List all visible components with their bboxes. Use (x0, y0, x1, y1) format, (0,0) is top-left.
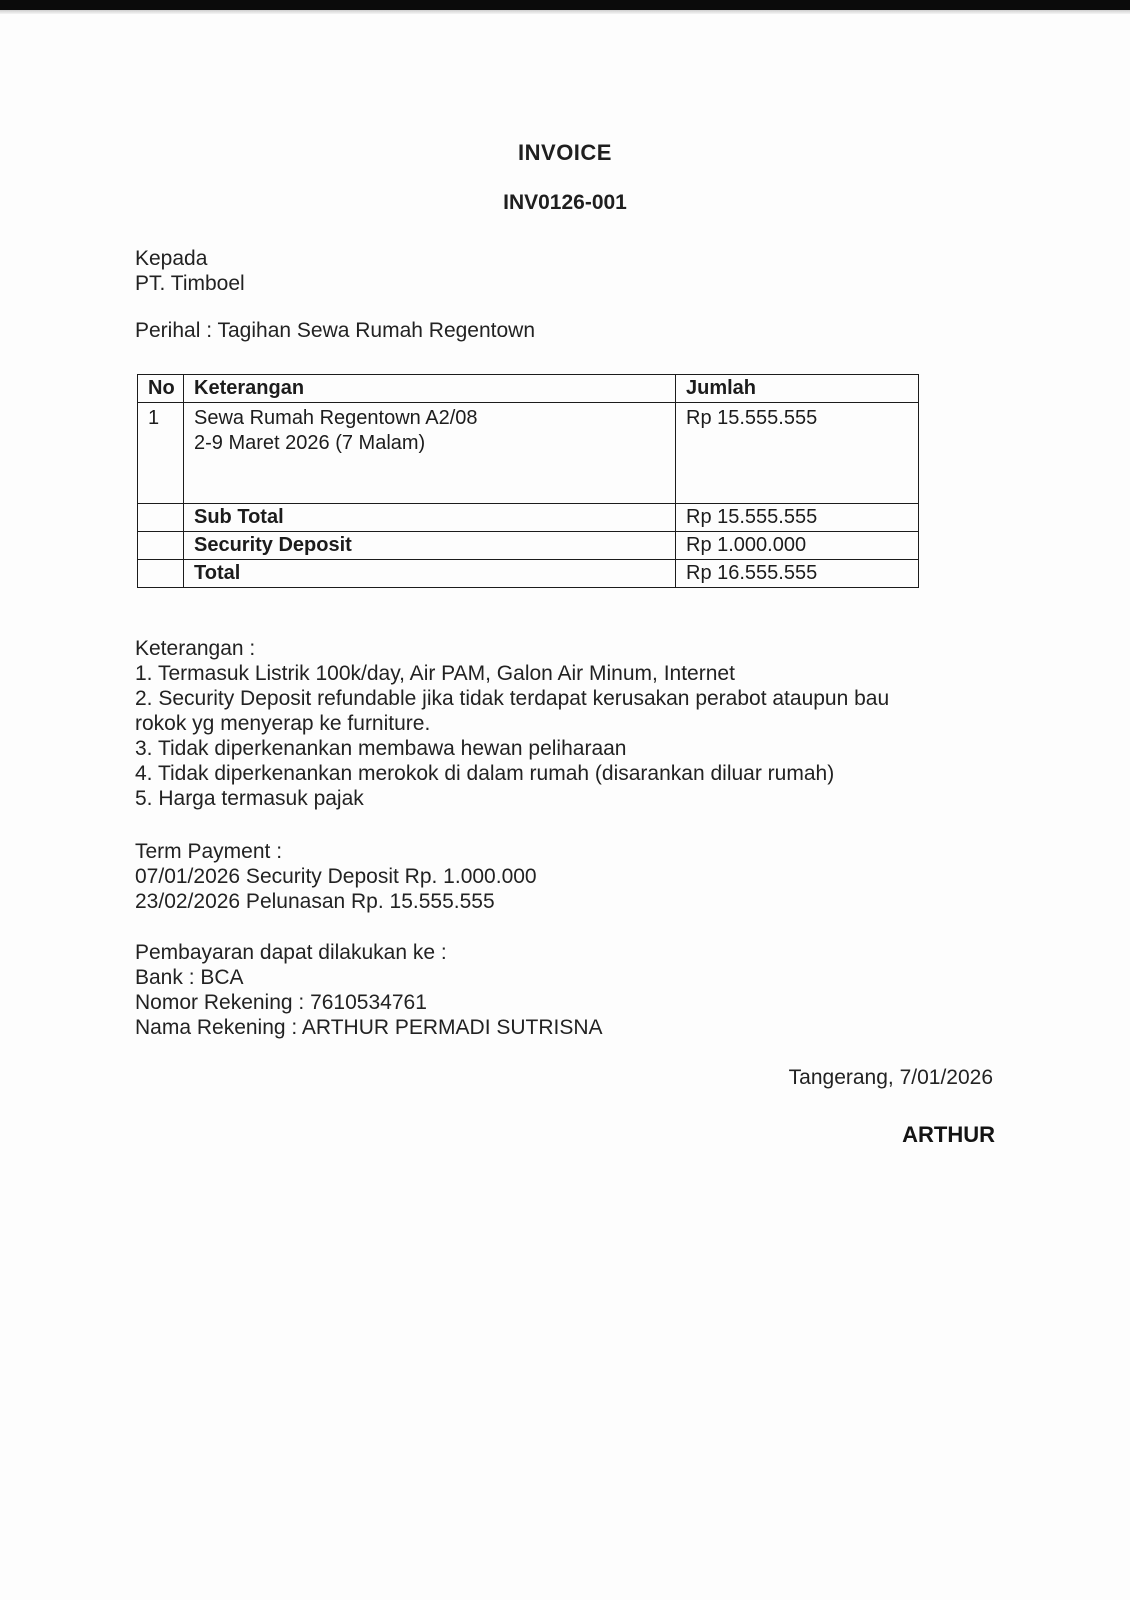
security-deposit-amount: Rp 1.000.000 (676, 532, 919, 560)
payment-term-1: 07/01/2026 Security Deposit Rp. 1.000.000 (135, 865, 537, 888)
item-description-line2: 2-9 Maret 2026 (7 Malam) (194, 432, 426, 454)
subtotal-amount: Rp 15.555.555 (676, 504, 919, 532)
recipient-name: PT. Timboel (135, 272, 245, 295)
recipient-block (135, 246, 245, 296)
subject-line: Perihal : Tagihan Sewa Rumah Regentown (135, 319, 536, 342)
note-item-3: 3. Tidak diperkenankan membawa hewan peliharaan (135, 737, 627, 760)
subtotal-label: Sub Total (184, 504, 676, 532)
page-title: INVOICE (518, 140, 612, 165)
top-black-bar (0, 0, 1130, 10)
payment-info-block (135, 940, 910, 1040)
item-description (184, 403, 676, 504)
note-item-2: 2. Security Deposit refundable jika tidak terdapat kerusakan perabot ataupun bau rokok yg menyerap ke furniture. (135, 687, 890, 735)
payment-term-2: 23/02/2026 Pelunasan Rp. 15.555.555 (135, 890, 495, 913)
total-label: Total (184, 560, 676, 588)
security-deposit-row (138, 532, 919, 560)
table-header-row (138, 375, 919, 403)
header-amount: Jumlah (676, 375, 919, 403)
total-row (138, 560, 919, 588)
note-item-5: 5. Harga termasuk pajak (135, 787, 364, 810)
invoice-items-table (137, 374, 919, 588)
payment-info-heading: Pembayaran dapat dilakukan ke : (135, 941, 447, 964)
subtotal-row (138, 504, 919, 532)
payment-info-bank: Bank : BCA (135, 966, 244, 989)
item-description-line1: Sewa Rumah Regentown A2/08 (194, 407, 478, 429)
signature-name: ARTHUR (902, 1122, 995, 1147)
note-item-1: 1. Termasuk Listrik 100k/day, Air PAM, Galon Air Minum, Internet (135, 662, 735, 685)
payment-info-account-name: Nama Rekening : ARTHUR PERMADI SUTRISNA (135, 1016, 603, 1039)
total-no-cell (138, 560, 184, 588)
notes-heading: Keterangan : (135, 637, 256, 660)
item-amount: Rp 15.555.555 (676, 403, 919, 504)
security-deposit-no-cell (138, 532, 184, 560)
top-bar-shadow (0, 10, 1130, 14)
header-description: Keterangan (184, 375, 676, 403)
invoice-number: INV0126-001 (503, 191, 627, 214)
security-deposit-label: Security Deposit (184, 532, 676, 560)
payment-info-account-number: Nomor Rekening : 7610534761 (135, 991, 427, 1014)
subtotal-no-cell (138, 504, 184, 532)
total-amount: Rp 16.555.555 (676, 560, 919, 588)
recipient-label: Kepada (135, 247, 208, 270)
notes-block (135, 636, 910, 811)
header-no: No (138, 375, 184, 403)
item-no: 1 (138, 403, 184, 504)
payment-terms-block (135, 839, 910, 914)
signature-place-date: Tangerang, 7/01/2026 (788, 1066, 993, 1089)
payment-terms-heading: Term Payment : (135, 840, 283, 863)
note-item-4: 4. Tidak diperkenankan merokok di dalam rumah (disarankan diluar rumah) (135, 762, 835, 785)
table-row (138, 403, 919, 504)
